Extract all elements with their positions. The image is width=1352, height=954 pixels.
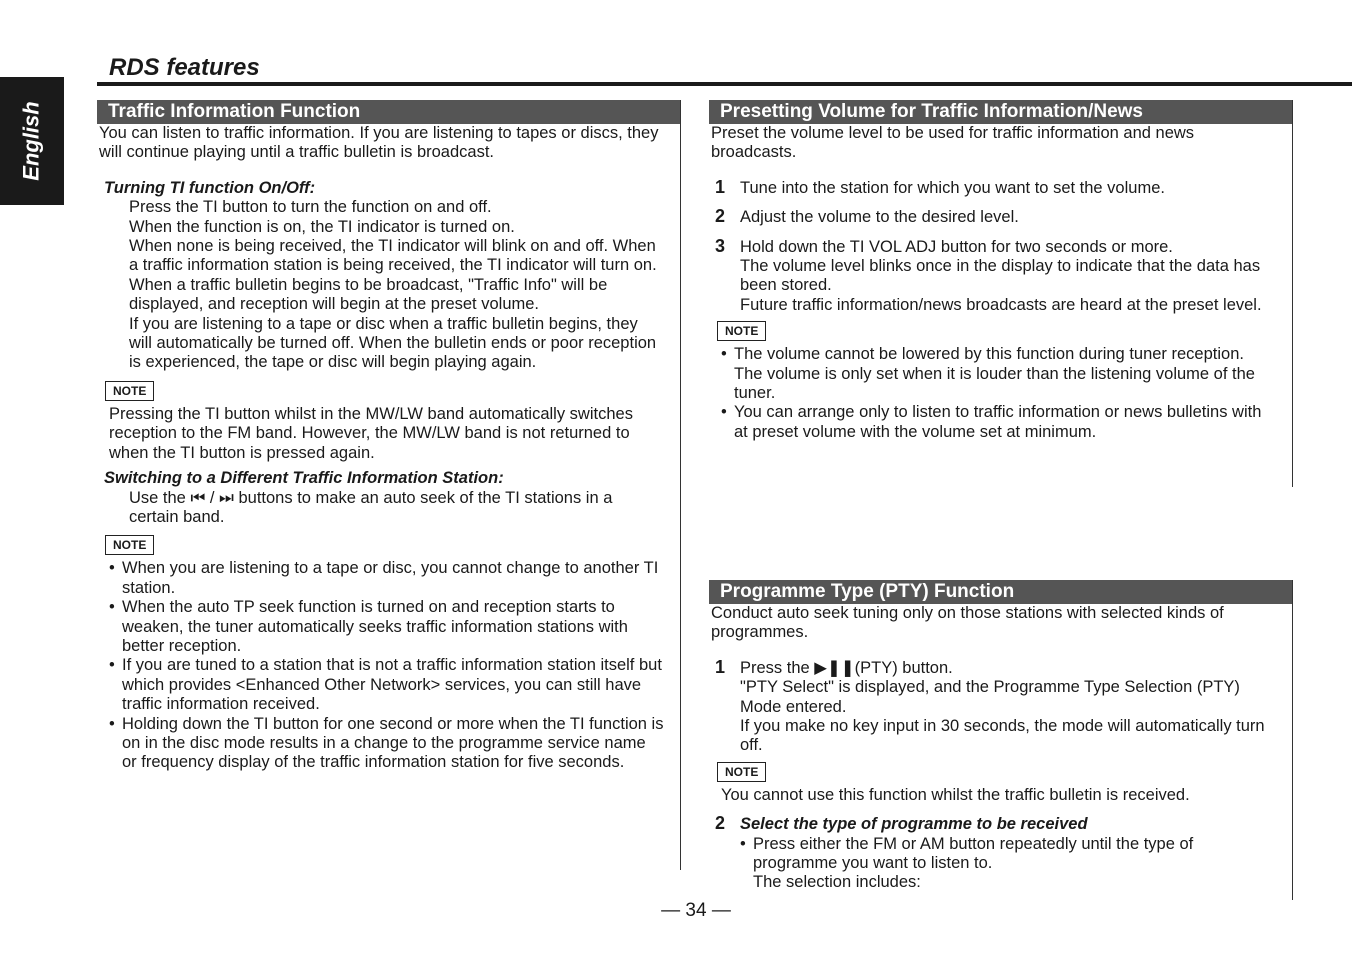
step-text: The selection includes:	[753, 873, 921, 892]
step-number: 1	[715, 656, 726, 677]
step-number: 1	[715, 176, 726, 197]
text-line: When none is being received, the TI indicator will blink on and off. When a traffic information station is being received, the TI indicator will turn on.	[129, 237, 657, 275]
onoff-text	[97, 198, 680, 373]
note-label: NOTE	[717, 321, 766, 341]
text-line: Press the TI button to turn the function on and off.	[129, 198, 492, 217]
step-text: The volume level blinks once in the display to indicate that the data has been stored.	[740, 257, 1261, 295]
text-line: When a traffic bulletin begins to be broadcast, "Traffic Info" will be displayed, and reception will begin at the preset volume.	[129, 275, 608, 314]
step-text: Adjust the volume to the desired level.	[740, 208, 1019, 227]
list-item: • When you are listening to a tape or disc, you cannot change to another TI station.	[109, 559, 664, 598]
note-label: NOTE	[105, 535, 154, 555]
section-intro: Preset the volume level to be used for traffic information and news broadcasts.	[711, 124, 1195, 162]
step-text: If you make no key input in 30 seconds, the mode will automatically turn off.	[740, 717, 1265, 755]
note-text: You cannot use this function whilst the traffic bulletin is received.	[721, 785, 1190, 804]
section-intro: Conduct auto seek tuning only on those stations with selected kinds of programmes.	[711, 604, 1224, 642]
preset-volume-section	[709, 100, 1293, 487]
step-item	[709, 208, 1292, 227]
step-text: Tune into the station for which you want to set the volume.	[740, 178, 1165, 197]
list-item: • Holding down the TI button for one second or more when the TI function is on in the disc mode results in a change to the programme service name or frequency display of the traffic information station for five seconds.	[109, 715, 664, 773]
section-heading: Presetting Volume for Traffic Information/News	[709, 100, 1292, 124]
text-line: When the function is on, the TI indicator is turned on.	[129, 217, 515, 236]
note-label: NOTE	[105, 381, 154, 401]
language-tab-label: English	[19, 101, 45, 181]
traffic-info-section	[97, 100, 681, 870]
note-text: Pressing the TI button whilst in the MW/LW band automatically switches reception to the FM band. However, the MW/LW band is not returned to when the TI button is pressed again.	[109, 404, 633, 462]
page-number: — 34 —	[661, 900, 731, 921]
note-label: NOTE	[717, 762, 766, 782]
list-item: • If you are tuned to a station that is not a traffic information station itself but which provides <Enhanced Other Network> services, you can still have traffic information received.	[109, 656, 664, 714]
step-title: Select the type of programme to be received	[740, 815, 1088, 834]
title-rule	[97, 82, 1352, 86]
pty-section	[709, 580, 1293, 900]
section-intro: You can listen to traffic information. If you are listening to tapes or discs, they will continue playing until a traffic bulletin is broadcast.	[99, 124, 659, 162]
list-item: • When the auto TP seek function is turned on and reception starts to weaken, the tuner automatically seeks traffic information stations with better reception.	[109, 598, 664, 656]
step-text: Hold down the TI VOL ADJ button for two seconds or more.	[740, 237, 1173, 256]
step-number: 2	[715, 813, 726, 834]
list-item: • The volume cannot be lowered by this function during tuner reception. The volume is only set when it is louder than the listening volume of the tuner.	[721, 345, 1276, 403]
step-number: 3	[715, 235, 726, 256]
section-heading: Traffic Information Function	[97, 100, 680, 124]
step-number: 2	[715, 206, 726, 227]
language-tab	[0, 77, 64, 205]
list-item: • You can arrange only to listen to traffic information or news bulletins with at preset volume with the volume set at minimum.	[721, 403, 1276, 442]
step-bullets	[740, 835, 1276, 874]
step-text: Press the ▶❚❚(PTY) button.	[740, 658, 953, 677]
step-item	[709, 235, 1292, 316]
text-line: If you are listening to a tape or disc when a traffic bulletin begins, they will automatically be turned off. When the bulletin ends or poor reception is experienced, the tape or disc will begin playing again.	[129, 314, 657, 372]
section-heading: Programme Type (PTY) Function	[709, 580, 1292, 604]
page-title: RDS features	[109, 54, 260, 81]
step-item	[709, 656, 1292, 756]
step-text: "PTY Select" is displayed, and the Programme Type Selection (PTY) Mode entered.	[740, 678, 1240, 716]
note-list	[97, 559, 680, 772]
step-text: Future traffic information/news broadcasts are heard at the preset level.	[740, 295, 1262, 314]
list-item: • Press either the FM or AM button repeatedly until the type of programme you want to listen to.	[740, 835, 1272, 874]
subheading: Turning TI function On/Off:	[104, 178, 316, 197]
note-list	[709, 345, 1292, 442]
switch-text: Use the ⏮ / ⏭ buttons to make an auto seek of the TI stations in a certain band.	[129, 488, 613, 526]
subheading: Switching to a Different Traffic Information Station:	[104, 469, 504, 488]
step-item	[709, 176, 1292, 198]
step-item	[709, 815, 1292, 893]
